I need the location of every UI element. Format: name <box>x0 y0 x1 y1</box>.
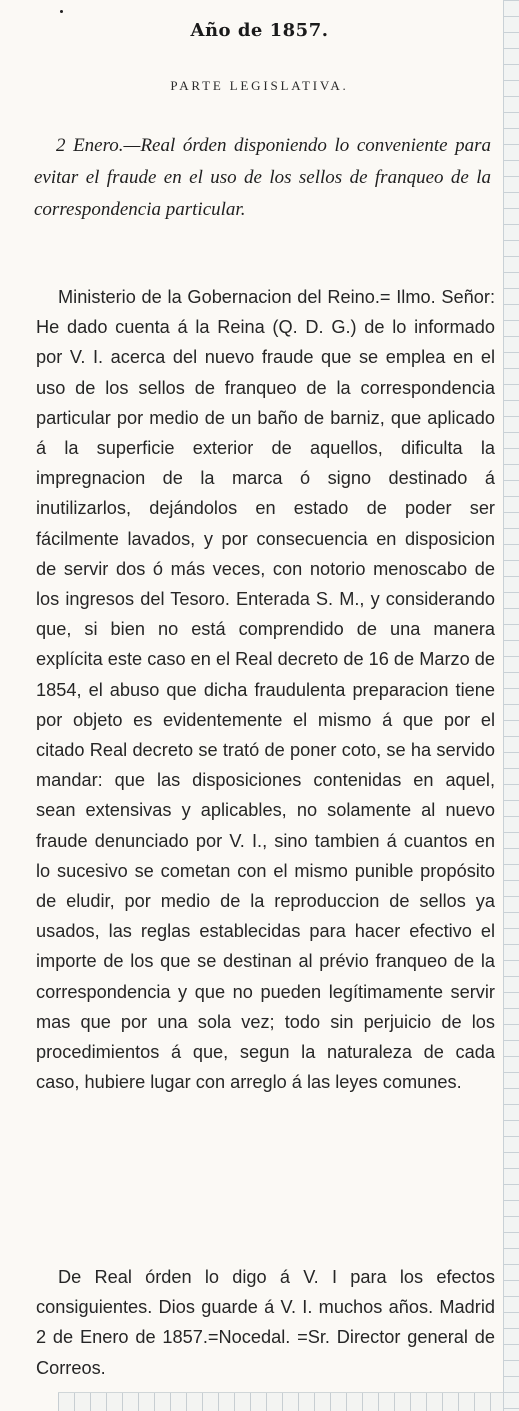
graph-paper-margin-right <box>503 0 519 1411</box>
decree-summary: 2 Enero.—Real órden disponiendo lo conveniente para evitar el fraude en el uso de los sellos de franqueo de la correspondencia particular. <box>34 135 491 220</box>
ink-spot <box>60 10 63 13</box>
decree-body: Ministerio de la Gobernacion del Reino.= Ilmo. Señor: He dado cuenta á la Reina (Q. D. G.) de lo informado por V. I. acerca del nuevo fraude que se emplea en el uso de los sellos de franqueo de la correspondencia particular por medio de un baño de barniz, que aplicado á la superficie exterior de aquellos, dificulta la impregnacion de la marca ó signo destinado á inutilizarlos, dejándolos en estado de poder ser fácilmente lavados, y por consecuencia en disposicion de servir dos ó más veces, con notorio menoscabo de los ingresos del Tesoro. Enterada S. M., y considerando que, si bien no está comprendido de una manera explícita este caso en el Real decreto de 16 de Marzo de 1854, el abuso que dicha fraudulenta preparacion tiene por objeto es evidentemente el mismo á que por el citado Real decreto se trató de poner coto, se ha servido mandar: que las disposiciones contenidas en aquel, sean extensivas y aplicables, no solamente al nuevo fraude denunciado por V. I., sino tambien á cuantos en lo sucesivo se cometan con el mismo punible propósito de eludir, por medio de la reproduccion de sellos ya usados, las reglas establecidas para hacer efectivo el importe de los que se destinan al prévio franqueo de la correspondencia y que no pueden legítimamente servir mas que por una sola vez; todo sin perjuicio de los procedimientos á que, segun la naturaleza de cada caso, hubiere lugar con arreglo á las leyes comunes. <box>36 287 496 1093</box>
section-title: PARTE LEGISLATIVA. <box>170 78 349 93</box>
decree-closing: De Real órden lo digo á V. I para los efectos consiguientes. Dios guarde á V. I. muchos años. Madrid 2 de Enero de 1857.=Nocedal. =Sr. Director general de Correos. <box>36 1267 495 1378</box>
year-title: Año de 1857. <box>190 20 329 41</box>
graph-paper-margin-bottom <box>58 1392 503 1411</box>
